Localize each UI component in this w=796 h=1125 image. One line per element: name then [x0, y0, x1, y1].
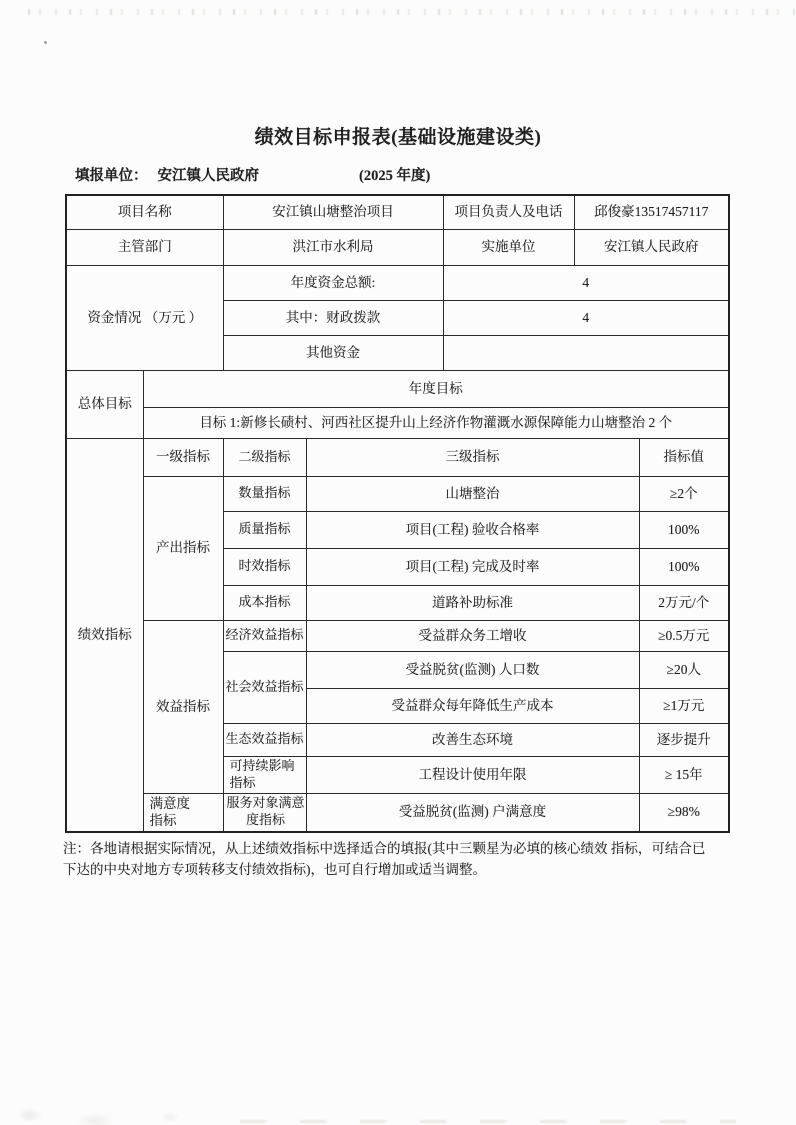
page-title: 绩效目标申报表(基础设施建设类) [254, 127, 542, 148]
table-row [66, 370, 729, 407]
indicators-section-label-cell: 绩效指标 [66, 438, 143, 832]
indicator-l3-cell: 项目(工程) 完成及时率 [306, 548, 639, 585]
indicator-value-cell: ≥98% [639, 793, 729, 832]
indicator-l3-cell: 工程设计使用年限 [306, 756, 639, 793]
reporting-unit-value: 安江镇人民政府 [157, 168, 259, 184]
year-label: (2025 年度) [359, 168, 431, 184]
indicator-row [66, 476, 729, 511]
table-row [66, 265, 729, 300]
indicator-l3-cell: 受益群众务工增收 [306, 620, 639, 651]
funding-total-value-cell: 4 [443, 265, 729, 300]
table-row [66, 407, 729, 438]
indicator-l2-cell: 生态效益指标 [223, 723, 306, 756]
header-value-cell: 指标值 [639, 438, 729, 476]
indicator-l3-cell: 道路补助标准 [306, 585, 639, 620]
indicator-value-cell: ≥2个 [639, 476, 729, 511]
overall-goal-label-cell: 总体目标 [66, 370, 143, 438]
project-leader-value-cell: 邱俊豪13517457117 [574, 195, 729, 229]
indicator-value-cell: 100% [639, 548, 729, 585]
indicator-l2-cell [223, 756, 306, 793]
scan-noise-bottom [0, 1045, 230, 1125]
funding-other-label-cell: 其他资金 [223, 335, 443, 370]
indicator-row [66, 620, 729, 651]
indicator-l3-cell: 山塘整治 [306, 476, 639, 511]
group-satisfaction-text: 满意度指标 [149, 795, 190, 829]
table-row [66, 229, 729, 265]
header-l2-cell: 二级指标 [223, 438, 306, 476]
indicator-l2-cell: 数量指标 [223, 476, 306, 511]
indicator-l2-cell: 质量指标 [223, 511, 306, 548]
group-benefit-cell: 效益指标 [143, 620, 223, 793]
indicator-value-cell: ≥1万元 [639, 688, 729, 723]
group-output-cell: 产出指标 [143, 476, 223, 620]
footnote [63, 838, 743, 881]
indicator-l3-cell: 项目(工程) 验收合格率 [306, 511, 639, 548]
project-name-label-cell: 项目名称 [66, 195, 223, 229]
indicator-l2-cell [223, 793, 306, 832]
indicator-l2-text: 可持续影响指标 [229, 757, 295, 790]
indicator-value-cell: 100% [639, 511, 729, 548]
dept-value-cell: 洪江市水利局 [223, 229, 443, 265]
indicator-l2-text: 服务对象满意度指标 [226, 795, 305, 828]
funding-total-label-cell: 年度资金总额: [223, 265, 443, 300]
project-leader-label-cell: 项目负责人及电话 [443, 195, 574, 229]
indicator-l2-cell: 成本指标 [223, 585, 306, 620]
indicator-l3-cell: 受益群众每年降低生产成本 [306, 688, 639, 723]
indicator-l3-cell: 受益脱贫(监测) 人口数 [306, 651, 639, 688]
funding-other-value-cell [443, 335, 729, 370]
reporting-unit-row [75, 164, 796, 185]
indicator-value-cell: 逐步提升 [639, 723, 729, 756]
table-row [66, 438, 729, 476]
indicator-l2-cell: 时效指标 [223, 548, 306, 585]
footnote-line-1: 注：各地请根据实际情况，从上述绩效指标中选择适合的填报(其中三颗星为必填的核心绩效 指标，可结合已 [63, 840, 706, 856]
impl-unit-label-cell: 实施单位 [443, 229, 574, 265]
scan-noise-top [28, 9, 796, 15]
scan-noise-bottom-line [240, 1120, 736, 1123]
indicator-l2-cell: 社会效益指标 [223, 651, 306, 723]
funding-fiscal-value-cell: 4 [443, 300, 729, 335]
annual-goal-content-cell: 目标 1:新修长碛村、河西社区提升山上经济作物灌溉水源保障能力山塘整治 2 个 [143, 407, 729, 438]
indicator-value-cell: 2万元/个 [639, 585, 729, 620]
indicator-value-cell: ≥20人 [639, 651, 729, 688]
indicator-row [66, 793, 729, 832]
header-l3-cell: 三级指标 [306, 438, 639, 476]
indicator-value-cell: ≥ 15年 [639, 756, 729, 793]
annual-goal-header-cell: 年度目标 [143, 370, 729, 407]
footnote-line-2: 下达的中央对地方专项转移支付绩效指标)，也可自行增加或适当调整。 [63, 862, 486, 878]
project-name-value-cell: 安江镇山塘整治项目 [223, 195, 443, 229]
indicator-l3-cell: 改善生态环境 [306, 723, 639, 756]
funding-section-label-cell: 资金情况 （万元 ） [66, 265, 223, 370]
funding-fiscal-label-cell: 其中：财政拨款 [223, 300, 443, 335]
indicator-l2-cell: 经济效益指标 [223, 620, 306, 651]
performance-target-table [65, 194, 730, 833]
reporting-unit-label: 填报单位： [75, 168, 148, 184]
header-l1-cell: 一级指标 [143, 438, 223, 476]
indicator-l3-cell: 受益脱贫(监测) 户满意度 [306, 793, 639, 832]
dept-label-cell: 主管部门 [66, 229, 223, 265]
group-satisfaction-cell [143, 793, 223, 832]
table-row [66, 195, 729, 229]
indicator-value-cell: ≥0.5万元 [639, 620, 729, 651]
impl-unit-value-cell: 安江镇人民政府 [574, 229, 729, 265]
scan-speck [44, 41, 47, 44]
